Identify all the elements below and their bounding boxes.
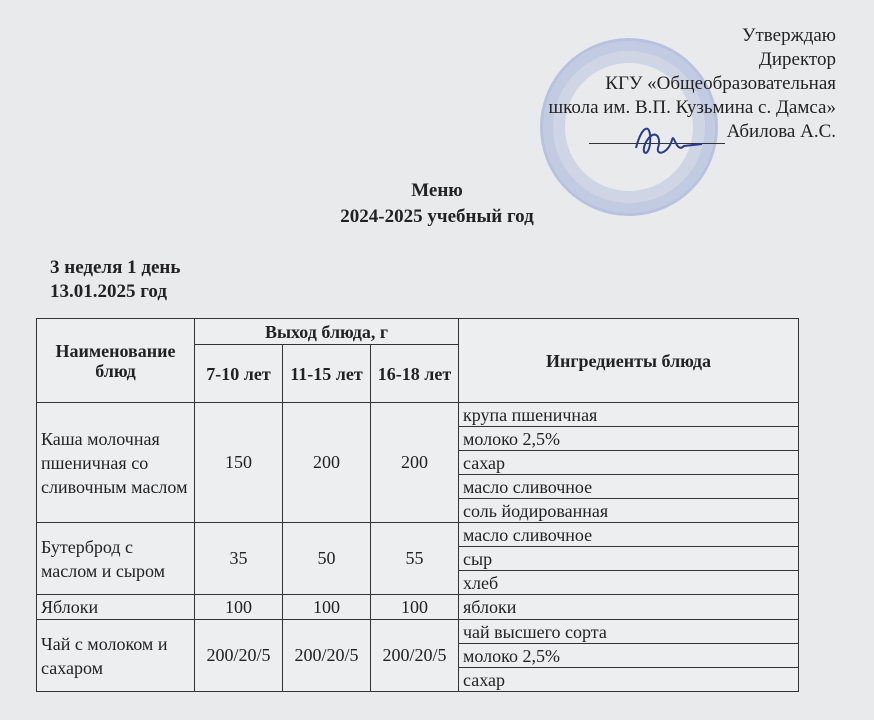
ingredient: чай высшего сорта: [459, 620, 799, 644]
dish-output: 150: [195, 403, 283, 523]
table-row: [37, 620, 799, 644]
approval-line: школа им. В.П. Кузьмина с. Дамса»: [548, 97, 836, 118]
header-dish-name: Наименование блюд: [37, 319, 195, 403]
ingredient: сахар: [459, 451, 799, 475]
ingredient: масло сливочное: [459, 475, 799, 499]
title-year: 2024-2025 учебный год: [340, 206, 534, 227]
ingredient: сыр: [459, 547, 799, 571]
approval-line: Утверждаю: [742, 25, 836, 46]
dish-output: 100: [371, 595, 459, 620]
header-age-11-15: 11-15 лет: [283, 345, 371, 403]
handwritten-signature: [628, 114, 708, 164]
ingredient: яблоки: [459, 595, 799, 620]
menu-table: [36, 318, 799, 692]
dish-name: Бутерброд с маслом и сыром: [37, 523, 195, 595]
week-day: 3 неделя 1 день: [50, 257, 181, 278]
ingredient: сахар: [459, 668, 799, 692]
dish-output: 50: [283, 523, 371, 595]
ingredient: соль йодированная: [459, 499, 799, 523]
dish-output: 200: [371, 403, 459, 523]
dish-output: 200/20/5: [371, 620, 459, 692]
table-row: [37, 595, 799, 620]
dish-output: 100: [195, 595, 283, 620]
approval-line: Директор: [758, 49, 836, 70]
director-name: Абилова А.С.: [726, 121, 836, 142]
dish-name: Чай с молоком и сахаром: [37, 620, 195, 692]
day-info: [50, 256, 180, 304]
ingredient: крупа пшеничная: [459, 403, 799, 427]
dish-output: 55: [371, 523, 459, 595]
ingredient: масло сливочное: [459, 523, 799, 547]
header-ingredients: Ингредиенты блюда: [459, 319, 799, 403]
ingredient: молоко 2,5%: [459, 644, 799, 668]
table-row: [37, 403, 799, 427]
header-age-16-18: 16-18 лет: [371, 345, 459, 403]
dish-name: Яблоки: [37, 595, 195, 620]
table-row: [37, 523, 799, 547]
date: 13.01.2025 год: [50, 281, 167, 302]
dish-output: 200/20/5: [195, 620, 283, 692]
header-age-7-10: 7-10 лет: [195, 345, 283, 403]
page-title: [0, 178, 874, 230]
dish-output: 100: [283, 595, 371, 620]
header-output: Выход блюда, г: [195, 319, 459, 345]
dish-output: 200: [283, 403, 371, 523]
dish-name: Каша молочная пшеничная со сливочным маслом: [37, 403, 195, 523]
title-menu: Меню: [411, 180, 463, 201]
approval-line: КГУ «Общеобразовательная: [605, 73, 836, 94]
dish-output: 200/20/5: [283, 620, 371, 692]
ingredient: молоко 2,5%: [459, 427, 799, 451]
ingredient: хлеб: [459, 571, 799, 595]
dish-output: 35: [195, 523, 283, 595]
